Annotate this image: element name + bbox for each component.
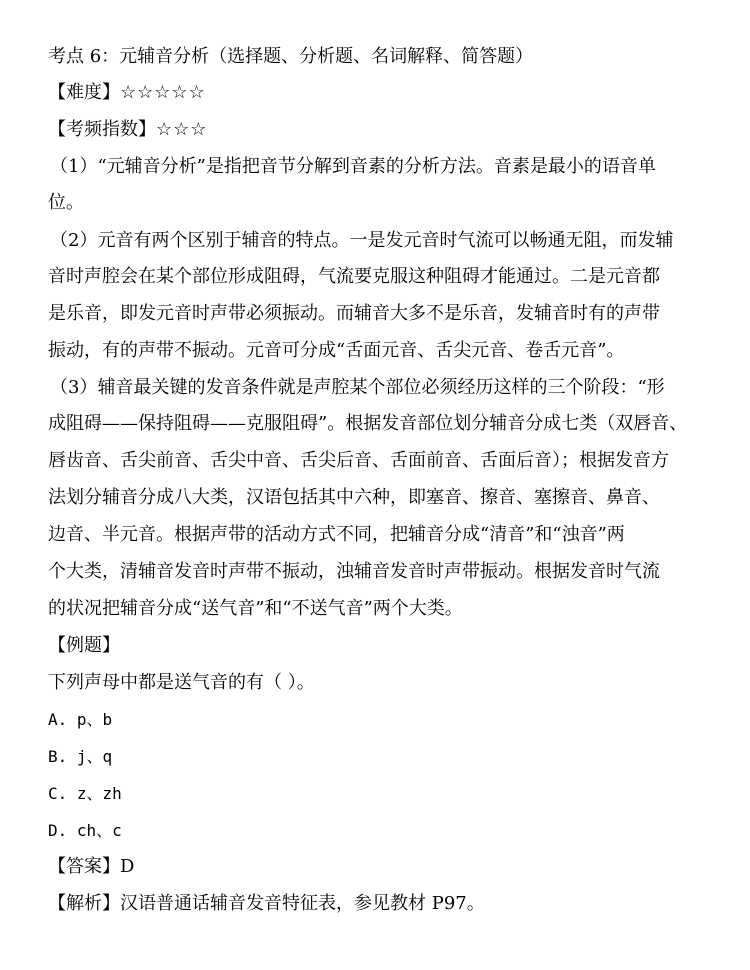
para1-line-2: 位。 [48,192,84,213]
para2-line-4: 振动，有的声带不振动。元音可分成“舌面元音、舌尖元音、卷舌元音”。 [48,340,625,361]
para2-line-2: 音时声腔会在某个部位形成阻碍，气流要克服这种阻碍才能通过。二是元音都 [48,266,660,287]
answer-line [48,854,710,880]
option-a: A. p、b [48,710,113,729]
para2-line-3: 是乐音，即发元音时声带必须振动。而辅音大多不是乐音，发辅音时有的声带 [48,303,660,324]
analysis-tag: 【解析】 [48,893,120,914]
answer-value: D [120,856,135,877]
difficulty-line [48,80,710,106]
section-title: 考点 6：元辅音分析（选择题、分析题、名词解释、简答题） [48,46,534,67]
para3-line-4: 法划分辅音分成八大类，汉语包括其中六种，即塞音、擦音、塞擦音、鼻音、 [48,487,660,508]
frequency-tag: 【考频指数】 [48,119,156,140]
para3-line-7: 的状况把辅音分成“送气音”和“不送气音”两个大类。 [48,598,463,619]
difficulty-tag: 【难度】 [48,82,120,103]
answer-tag: 【答案】 [48,856,120,877]
option-d: D. ch、c [48,821,122,840]
analysis-text: 汉语普通话辅音发音特征表，参见教材 P97。 [120,893,485,914]
para3-line-2: 成阻碍——保持阻碍——克服阻碍”。根据发音部位划分辅音分成七类（双唇音、 [48,413,688,434]
example-tag: 【例题】 [48,635,120,656]
para3-line-1: （3）辅音最关键的发音条件就是声腔某个部位必须经历这样的三个阶段：“形 [50,377,665,398]
para2-line-1: （2）元音有两个区别于辅音的特点。一是发元音时气流可以畅通无阻，而发辅 [50,230,674,251]
para1-line-1: （1）“元辅音分析”是指把音节分解到音素的分析方法。音素是最小的语音单 [50,156,656,177]
question-text: 下列声母中都是送气音的有（ ）。 [48,672,315,693]
frequency-stars-icon: ☆☆☆ [156,119,208,140]
option-b: B. j、q [48,747,113,766]
para3-line-5: 边音、半元音。根据声带的活动方式不同，把辅音分成“清音”和“浊音”两 [48,524,625,545]
para3-line-6: 个大类，清辅音发音时声带不振动，浊辅音发音时声带振动。根据发音时气流 [48,561,660,582]
para3-line-3: 唇齿音、舌尖前音、舌尖中音、舌尖后音、舌面前音、舌面后音）；根据发音方 [48,450,669,471]
frequency-line [48,117,710,143]
option-c: C. z、zh [48,784,122,803]
difficulty-stars-icon: ☆☆☆☆☆ [120,82,206,103]
analysis-line [48,891,710,917]
